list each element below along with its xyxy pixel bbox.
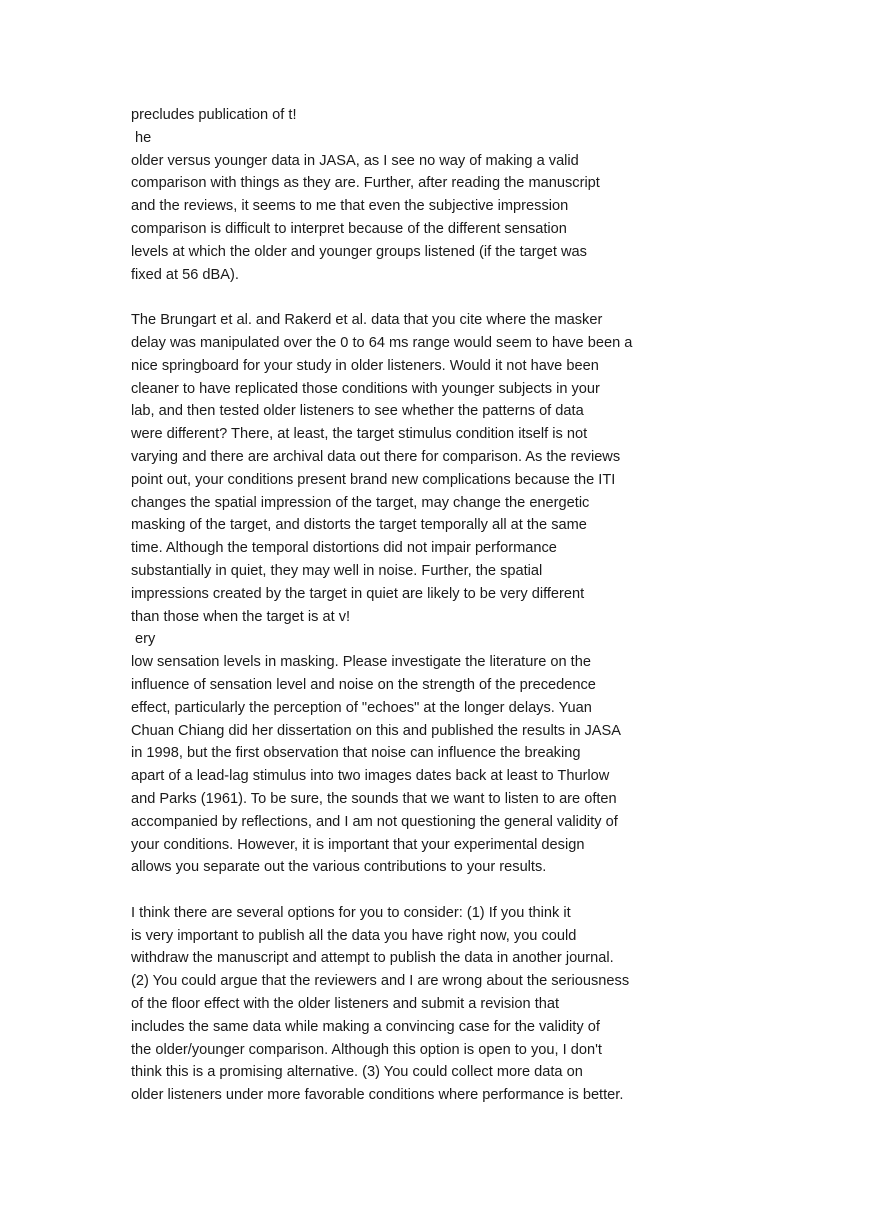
text-line: point out, your conditions present brand new complications because the ITI — [131, 471, 616, 488]
text-line: I think there are several options for you to consider: (1) If you think it — [131, 904, 571, 921]
paragraph-gap — [131, 286, 831, 309]
paragraph-gap — [131, 879, 831, 902]
text-line: accompanied by reflections, and I am not questioning the general validity of — [131, 813, 618, 830]
text-line: delay was manipulated over the 0 to 64 ms range would seem to have been a — [131, 334, 633, 351]
text-line: includes the same data while making a convincing case for the validity of — [131, 1018, 600, 1035]
text-line: levels at which the older and younger groups listened (if the target was — [131, 243, 587, 260]
text-line: comparison with things as they are. Further, after reading the manuscript — [131, 175, 600, 192]
text-line: lab, and then tested older listeners to see whether the patterns of data — [131, 403, 584, 420]
text-line: time. Although the temporal distortions did not impair performance — [131, 540, 557, 557]
text-line: Chuan Chiang did her dissertation on this and published the results in JASA — [131, 722, 622, 739]
text-line: withdraw the manuscript and attempt to publish the data in another journal. — [131, 950, 614, 967]
text-line: think this is a promising alternative. (3) You could collect more data on — [131, 1064, 583, 1081]
text-line: and Parks (1961). To be sure, the sounds that we want to listen to are often — [131, 790, 617, 807]
text-line: impressions created by the target in quiet are likely to be very different — [131, 585, 585, 602]
text-line: apart of a lead-lag stimulus into two images dates back at least to Thurlow — [131, 768, 610, 785]
text-line: were different? There, at least, the target stimulus condition itself is not — [131, 426, 588, 443]
paragraph-2 — [131, 309, 831, 879]
paragraph-1 — [131, 104, 831, 286]
paragraph-3 — [131, 902, 831, 1107]
document-body — [131, 104, 831, 1107]
text-line: changes the spatial impression of the target, may change the energetic — [131, 494, 590, 511]
text-line: allows you separate out the various contributions to your results. — [131, 859, 547, 876]
text-line: comparison is difficult to interpret because of the different sensation — [131, 220, 567, 237]
text-line: the older/younger comparison. Although this option is open to you, I don't — [131, 1041, 602, 1058]
text-line: is very important to publish all the data you have right now, you could — [131, 927, 577, 944]
text-line: influence of sensation level and noise on the strength of the precedence — [131, 676, 596, 693]
text-line: (2) You could argue that the reviewers and I are wrong about the seriousness — [131, 973, 630, 990]
text-line: varying and there are archival data out there for comparison. As the reviews — [131, 448, 621, 465]
text-line: older listeners under more favorable conditions where performance is better. — [131, 1087, 624, 1104]
text-line: he — [131, 129, 152, 146]
text-line: masking of the target, and distorts the target temporally all at the same — [131, 517, 587, 534]
text-line: fixed at 56 dBA). — [131, 266, 239, 283]
text-line: effect, particularly the perception of "echoes" at the longer delays. Yuan — [131, 699, 592, 716]
text-line: than those when the target is at v! — [131, 608, 351, 625]
text-line: older versus younger data in JASA, as I see no way of making a valid — [131, 152, 579, 169]
text-line: The Brungart et al. and Rakerd et al. data that you cite where the masker — [131, 312, 603, 329]
text-line: nice springboard for your study in older listeners. Would it not have been — [131, 357, 599, 374]
text-line: substantially in quiet, they may well in noise. Further, the spatial — [131, 562, 543, 579]
text-line: cleaner to have replicated those conditions with younger subjects in your — [131, 380, 600, 397]
text-line: and the reviews, it seems to me that even the subjective impression — [131, 198, 569, 215]
text-line: precludes publication of t! — [131, 107, 297, 123]
text-line: of the floor effect with the older listeners and submit a revision that — [131, 996, 560, 1013]
text-line: your conditions. However, it is important that your experimental design — [131, 836, 585, 853]
text-line: in 1998, but the first observation that noise can influence the breaking — [131, 745, 581, 762]
text-line: ery — [131, 631, 156, 648]
text-line: low sensation levels in masking. Please investigate the literature on the — [131, 654, 591, 671]
